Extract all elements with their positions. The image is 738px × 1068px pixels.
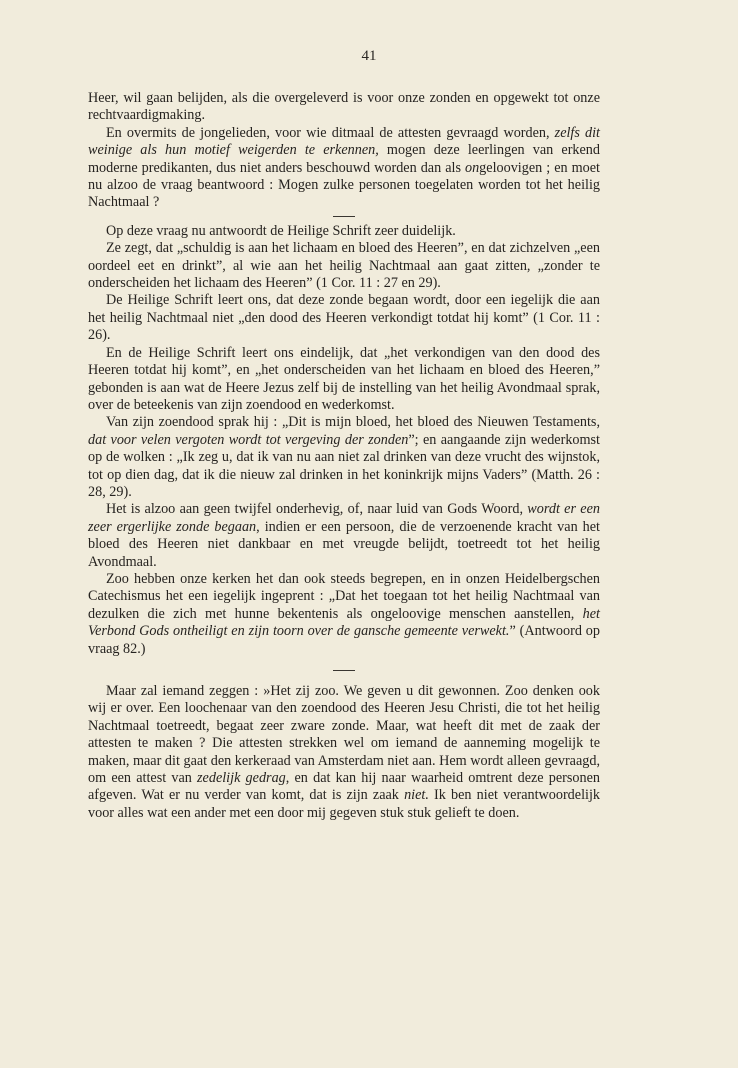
italic-run: on bbox=[464, 159, 480, 176]
paragraph bbox=[88, 292, 600, 344]
page-text bbox=[88, 90, 600, 822]
text-run: Zoo hebben onze kerken het dan ook steeds begrepen, en in onzen Heidelbergschen Catechismus het een iegelijk ingeprent : „Dat het toegaan tot het heilig Nachtmaal van dezulken die zich met hunne bekentenis als ongeloovige menschen aanstellen, bbox=[88, 570, 600, 622]
paragraph bbox=[88, 501, 600, 571]
text-run: Ze zegt, dat „schuldig is aan het lichaam en bloed des Heeren”, en dat zichzelven „een oordeel eet en drinkt”, al wie aan het heilig Nachtmaal aan gaat zitten, „zonder te onderscheiden het lichaam des Heeren” (1 Cor. 11 : 27 en 29). bbox=[88, 240, 600, 292]
italic-run: het Verbond Gods ontheiligt en zijn toorn over de gansche gemeente verwekt. bbox=[88, 605, 600, 640]
text-run: En de Heilige Schrift leert ons eindelijk, dat „het verkondigen van den dood des Heeren totdat hij komt”, en „het onderscheiden van het lichaam en bloed des Heeren,” gebonden is aan wat de Heere Jezus zelf bij de instelling van het heilig Avondmaal sprak, over de beteekenis van zijn zoendood en wederkomst. bbox=[88, 344, 600, 413]
paragraph bbox=[88, 683, 600, 822]
italic-run: wordt er een zeer ergerlijke zonde begaan bbox=[88, 501, 600, 535]
text-run: , en dat kan hij naar waarheid omtrent deze personen afgeven. Wat er nu verder van komt, dat is zijn zaak bbox=[88, 770, 600, 804]
text-run: Het is alzoo aan geen twijfel onderhevig, of, naar luid van Gods Woord, bbox=[106, 501, 528, 518]
paragraph bbox=[88, 571, 600, 658]
paragraph bbox=[88, 240, 600, 292]
paragraph bbox=[88, 125, 600, 212]
paragraph bbox=[88, 90, 600, 125]
text-run: geloovigen ; en moet nu alzoo de vraag beantwoord : Mogen zulke personen toegelaten worden tot het heilig Nachtmaal ? bbox=[88, 159, 600, 211]
paragraph bbox=[88, 345, 600, 415]
text-run: Op deze vraag nu antwoordt de Heilige Schrift zeer duidelijk. bbox=[106, 222, 456, 239]
text-run: ”; en aangaande zijn wederkomst op de wolken : „Ik zeg u, dat ik van nu aan niet zal drinken van deze vrucht des wijnstok, tot op dien dag, dat ik die nieuw zal drinken in het koninkrijk mijns Vaders” (Matth. 26 : 28, 29). bbox=[88, 431, 600, 500]
text-run: Ik ben niet verantwoordelijk voor alles wat een ander met een door mij gegeven stuk stuk gelieft te doen. bbox=[88, 787, 600, 821]
text-run: , indien er een persoon, die de verzoenende kracht van het bloed des Heeren niet dankbaar en met vreugde belijdt, toetreedt tot het heilig Avondmaal. bbox=[88, 518, 601, 570]
italic-run: zedelijk gedrag bbox=[197, 770, 286, 787]
italic-run: zelfs dit weinige als hun motief weigerden te erkennen, bbox=[88, 124, 600, 159]
paragraph bbox=[88, 223, 600, 240]
paragraph bbox=[88, 414, 600, 501]
italic-run: dat voor velen vergoten wordt tot vergeving der zonden bbox=[88, 431, 409, 448]
italic-run: niet. bbox=[404, 787, 429, 804]
page-number: 41 bbox=[361, 48, 377, 64]
text-run: Maar zal iemand zeggen : »Het zij zoo. We geven u dit gewonnen. Zoo denken ook wij er over. Een loochenaar van den zoendood des Heeren Jesu Christi, die tot het heilig Nachtmaal toetreedt, begaat zeer zware zonde. Maar, wat heeft dit met de zaak der attesten te maken ? Die attesten strekken wel om iemand de aanneming mogelijk te maken, maar dit gaat den kerkeraad van Amsterdam niet aan. Hem wordt alleen gevraagd, om een attest van bbox=[88, 683, 600, 787]
text-run: De Heilige Schrift leert ons, dat deze zonde begaan wordt, door een iegelijk die aan het heilig Nachtmaal niet „den dood des Heeren verkondigt totdat hij komt” (1 Cor. 11 : 26). bbox=[88, 292, 600, 344]
text-run: En overmits de jongelieden, voor wie ditmaal de attesten gevraagd worden, bbox=[106, 124, 555, 141]
text-run: ” (Antwoord op vraag 82.) bbox=[88, 623, 600, 657]
text-run: mogen deze leerlingen van erkend moderne predikanten, dus niet anders beschouwd worden dan als bbox=[88, 142, 600, 176]
section-divider bbox=[333, 216, 355, 217]
text-run: Heer, wil gaan belijden, als die overgeleverd is voor onze zonden en opgewekt tot onze rechtvaardigmaking. bbox=[88, 90, 600, 124]
text-run: Van zijn zoendood sprak hij : „Dit is mijn bloed, het bloed des Nieuwen Testaments, bbox=[106, 414, 600, 431]
section-divider bbox=[333, 670, 355, 671]
